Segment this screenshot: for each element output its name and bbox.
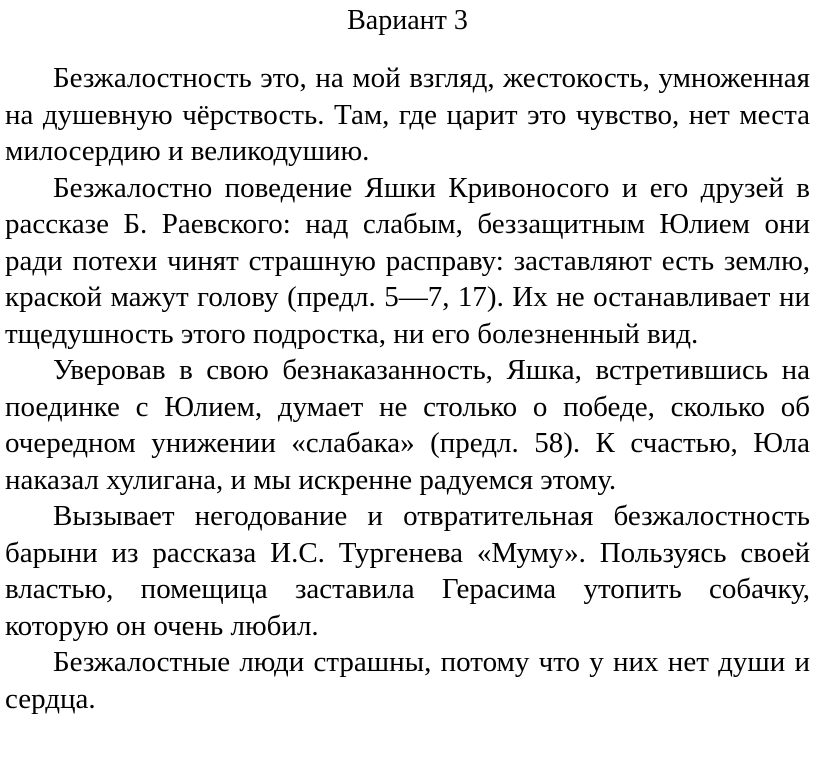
paragraph-3: Уверовав в свою безнаказанность, Яшка, встретившись на поединке с Юлием, думает не столько о победе, сколько об очередном унижении «слабака» (предл. 58). К счастью, Юла наказал хулигана, и мы искренне радуемся этому. (5, 354, 810, 496)
paragraph-5: Безжалостные люди страшны, потому что у них нет души и сердца. (5, 646, 810, 715)
paragraph-1: Безжалостность это, на мой взгляд, жестокость, умноженная на душевную чёрствость. Там, где царит это чувство, нет места милосердию и великодушию. (5, 62, 810, 167)
paragraph-2: Безжалостно поведение Яшки Кривоносого и его друзей в рассказе Б. Раевского: над слабым, беззащитным Юлием они ради потехи чинят страшную расправу: заставляют есть землю, краской мажут голову (предл. 5—7, 17). Их не останавливает ни тщедушность этого подростка, ни его болезненный вид. (5, 171, 810, 350)
document-title: Вариант 3 (347, 5, 468, 36)
paragraph-4: Вызывает негодование и отвратительная безжалостность барыни из рассказа И.С. Тургенева «Муму». Пользуясь своей властью, помещица заставила Герасима утопить собачку, которую он очень любил. (5, 500, 810, 642)
